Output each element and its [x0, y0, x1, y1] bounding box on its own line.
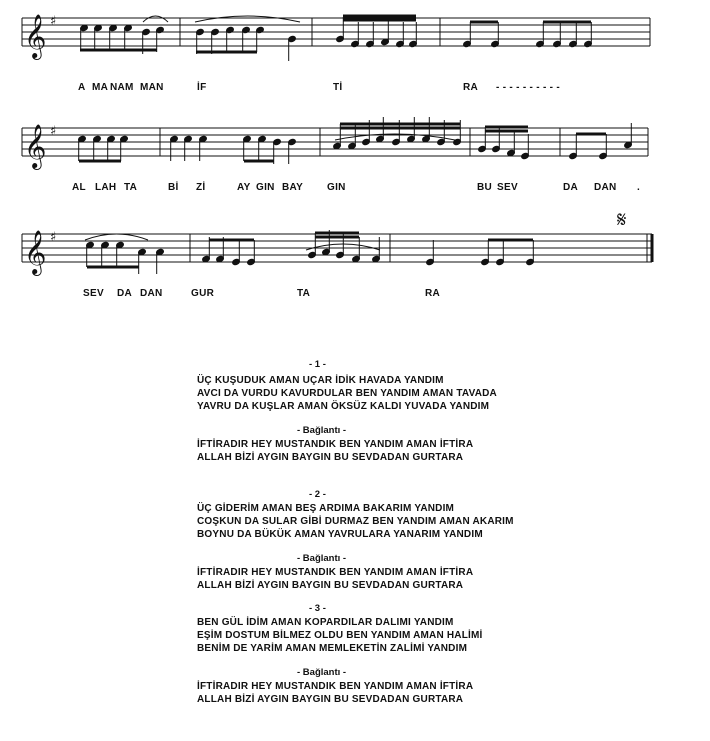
- lyric-line: EŞİM DOSTUM BİLMEZ OLDU BEN YANDIM AMAN HALİMİ: [197, 630, 483, 641]
- svg-text:𝄞: 𝄞: [24, 14, 47, 58]
- chorus-3-heading: - Bağlantı -: [297, 667, 347, 678]
- lyric-line: İFTİRADIR HEY MUSTANDIK BEN YANDIM AMAN İFTİRA: [197, 439, 474, 450]
- lyric-line: COŞKUN DA SULAR GİBİ DURMAZ BEN YANDIM AMAN AKARIM: [197, 516, 514, 527]
- syllable: LAH: [95, 182, 117, 193]
- syllable: TA: [124, 182, 138, 193]
- syllable: Bİ: [168, 182, 179, 193]
- svg-text:♯: ♯: [50, 230, 57, 245]
- syllable: TA: [297, 288, 311, 299]
- note-heads: [78, 16, 633, 274]
- syllable: İF: [197, 82, 207, 93]
- syllable: SEV: [497, 182, 518, 193]
- slur: [143, 16, 168, 22]
- svg-text:𝄋: 𝄋: [617, 208, 627, 233]
- slur: [195, 16, 300, 22]
- syllable: BU: [477, 182, 493, 193]
- lyric-line: İFTİRADIR HEY MUSTANDIK BEN YANDIM AMAN İFTİRA: [197, 567, 474, 578]
- syllable: MA: [92, 82, 109, 93]
- verse-2-heading: - 2 -: [309, 489, 326, 500]
- syllable: GUR: [191, 288, 215, 299]
- syllable: A: [78, 82, 86, 93]
- syllable: RA: [425, 288, 441, 299]
- lyric-line: ÜÇ GİDERİM AMAN BEŞ ARDIMA BAKARIM YANDIM: [197, 503, 455, 514]
- syllable: AL: [72, 182, 86, 193]
- syllable: GIN: [256, 182, 275, 193]
- syllable: Zİ: [196, 182, 206, 193]
- slur: [85, 234, 148, 240]
- chorus-1-heading: - Bağlantı -: [297, 425, 347, 436]
- syllable: GIN: [327, 182, 346, 193]
- key-signature-sharp-icon: [50, 14, 56, 245]
- lyric-line: BOYNU DA BÜKÜK AMAN YAVRULARA YANARIM YANDIM: [197, 529, 483, 540]
- treble-clef-icon: [24, 14, 46, 276]
- chorus-2-heading: - Bağlantı -: [297, 553, 347, 564]
- syllable: SEV: [83, 288, 104, 299]
- syllable: - - - - - - - - - -: [496, 82, 561, 93]
- syllable: MAN: [140, 82, 164, 93]
- lyric-line: BEN GÜL İDİM AMAN KOPARDILAR DALIMI YANDIM: [197, 617, 454, 628]
- lyric-line: BENİM DE YARİM AMAN MEMLEKETİN ZALİMİ YANDIM: [197, 643, 468, 654]
- syllable: DAN: [594, 182, 617, 193]
- svg-text:𝄞: 𝄞: [24, 230, 47, 274]
- syllable: AY: [237, 182, 251, 193]
- music-score: [0, 0, 710, 310]
- lyric-line: ALLAH BİZİ AYGIN BAYGIN BU SEVDADAN GURTARA: [197, 580, 464, 591]
- svg-text:𝄞: 𝄞: [24, 124, 47, 168]
- syllable: BAY: [282, 182, 304, 193]
- svg-text:♯: ♯: [50, 14, 57, 29]
- segno-icon: [617, 208, 626, 233]
- verse-1-heading: - 1 -: [309, 359, 326, 370]
- lyric-line: ALLAH BİZİ AYGIN BAYGIN BU SEVDADAN GURTARA: [197, 694, 464, 705]
- syllable: DAN: [140, 288, 163, 299]
- lyric-line: ALLAH BİZİ AYGIN BAYGIN BU SEVDADAN GURTARA: [197, 452, 464, 463]
- syllable: NAM: [110, 82, 134, 93]
- lyric-line: AVCI DA VURDU KAVURDULAR BEN YANDIM AMAN TAVADA: [197, 388, 497, 399]
- svg-text:♯: ♯: [50, 124, 57, 139]
- syllable: Tİ: [333, 82, 343, 93]
- lyric-line: ÜÇ KUŞUDUK AMAN UÇAR İDİK HAVADA YANDIM: [197, 375, 444, 386]
- syllable: DA: [117, 288, 133, 299]
- syllable: RA: [463, 82, 479, 93]
- syllable: .: [637, 182, 641, 193]
- lyric-line: İFTİRADIR HEY MUSTANDIK BEN YANDIM AMAN İFTİRA: [197, 681, 474, 692]
- verse-3-heading: - 3 -: [309, 603, 326, 614]
- staff-system-2: [22, 128, 648, 156]
- syllable: DA: [563, 182, 579, 193]
- lyric-line: YAVRU DA KUŞLAR AMAN ÖKSÜZ KALDI YUVADA YANDIM: [197, 401, 490, 412]
